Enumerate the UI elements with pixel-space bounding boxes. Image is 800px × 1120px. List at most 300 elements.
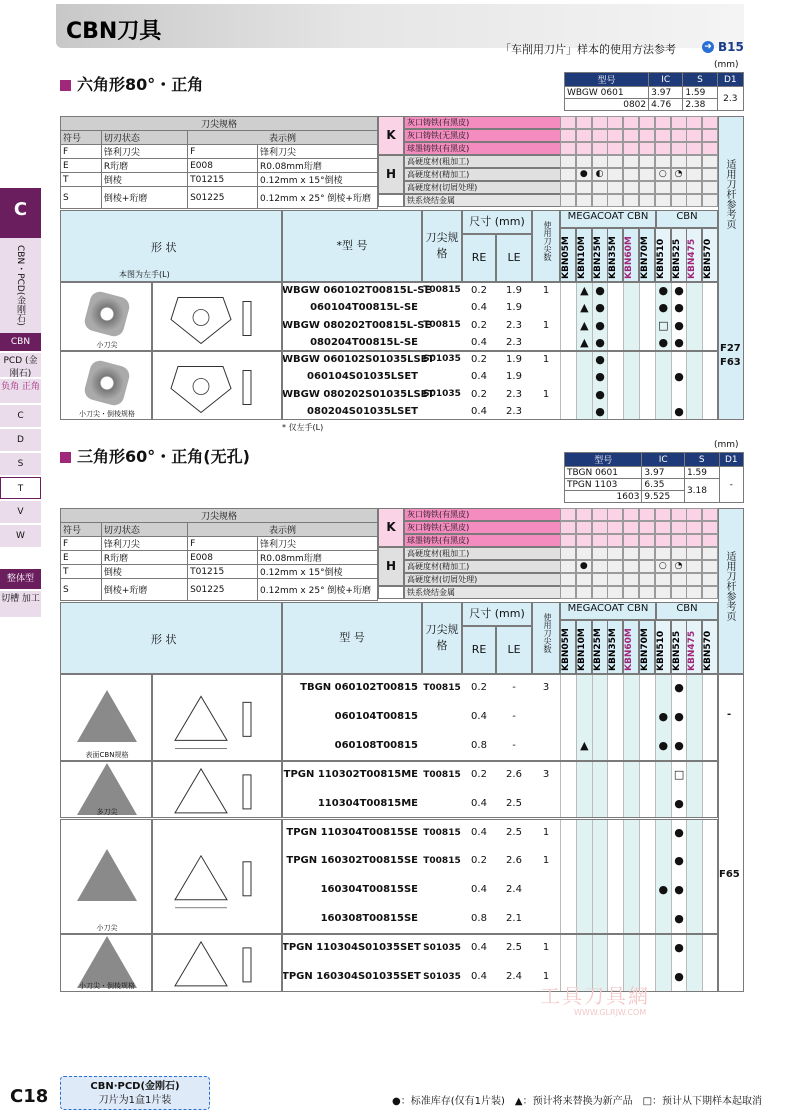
- section2-tip-header: 刀尖规格: [422, 602, 462, 674]
- material-row: [378, 547, 718, 560]
- grade-mark: [607, 282, 623, 299]
- grade-header-kbn25m: KBN25M: [592, 228, 608, 282]
- material-cell: [702, 194, 718, 207]
- grade-mark: [576, 351, 592, 368]
- insert-caption: 小刀尖: [96, 341, 118, 349]
- grade-mark: [686, 761, 702, 790]
- insert-caption: 多刀尖: [96, 808, 118, 817]
- grade-mark: [702, 703, 718, 732]
- model-cell: TPGN 110304T00815SE: [286, 826, 418, 838]
- legend: ●：标准库存(仅有1片装) ▲：预计将来替换为新产品 □：预计从下期样本起取消: [392, 1096, 763, 1107]
- section1-shape-header: 形 状 本图为左手(L): [60, 210, 282, 282]
- grade-mark: [576, 703, 592, 732]
- material-group-h: H: [378, 547, 404, 586]
- material-cell: [623, 534, 639, 547]
- grade-mark: [655, 386, 671, 403]
- material-cell: ●: [576, 168, 592, 181]
- grade-mark: [576, 368, 592, 385]
- grade-mark: [702, 934, 718, 963]
- material-label: 铁系烧结金属: [404, 194, 562, 207]
- material-cell: [592, 116, 608, 129]
- edges-cell: [532, 905, 560, 934]
- grade-mark: [607, 317, 623, 334]
- sidebar-tab-pcd[interactable]: PCD (金刚石): [0, 353, 41, 377]
- grade-header-kbn25m: KBN25M: [592, 620, 608, 674]
- grade-mark: [607, 934, 623, 963]
- material-group-other: [378, 586, 404, 599]
- material-cell: [623, 168, 639, 181]
- material-cell: [639, 534, 655, 547]
- material-group-k: K: [378, 508, 404, 547]
- model-cell: WBGW 080202T00815L-SE: [282, 319, 432, 331]
- grade-mark: [623, 732, 639, 761]
- le-cell: 1.9: [506, 354, 522, 365]
- le-cell: 2.1: [506, 913, 522, 925]
- material-cell: [576, 116, 592, 129]
- grade-mark: [702, 282, 718, 299]
- insert-drawing: [152, 351, 282, 420]
- section1-re-header: RE: [462, 234, 496, 282]
- grade-mark: ●: [655, 732, 671, 761]
- grade-mark: [560, 876, 576, 905]
- grade-mark: [655, 905, 671, 934]
- grade-mark: [639, 299, 655, 316]
- grade-mark: ●: [671, 317, 687, 334]
- footer-box: CBN·PCD(金刚石) 刀片为1盒1片装: [60, 1076, 210, 1110]
- material-cell: [623, 194, 639, 207]
- model-cell: TPGN 160302T00815SE: [286, 855, 418, 867]
- section2-tip-spec-table: 刀尖规格 符号 切刃状态 表示例 F 锋利刀尖 F 锋利刀尖 E R珩磨 E008 R0.08mm珩磨 T 倒棱 T01215 0.12mm x 15°倒棱 S 倒棱+珩磨 S01225 0.12mm x 25° 倒棱+珩磨: [60, 508, 378, 601]
- grade-mark: [655, 351, 671, 368]
- tip-cell: T00815: [423, 319, 461, 330]
- grade-mark: [686, 317, 702, 334]
- material-cell: [560, 116, 576, 129]
- grade-mark: [623, 351, 639, 368]
- watermark-url: WWW.GLRJW.COM: [574, 1008, 647, 1017]
- grade-mark: ●: [671, 368, 687, 385]
- sidebar-tab-v[interactable]: V: [0, 501, 41, 523]
- grade-mark: [639, 674, 655, 703]
- grade-mark: [686, 368, 702, 385]
- material-cell: [560, 129, 576, 142]
- grade-mark: [560, 403, 576, 420]
- re-cell: 0.4: [471, 336, 487, 348]
- grade-mark: [702, 905, 718, 934]
- grade-mark: [592, 790, 608, 819]
- material-cell: [639, 142, 655, 155]
- material-cell: [639, 129, 655, 142]
- grade-mark: [702, 761, 718, 790]
- grade-header-kbn570: KBN570: [702, 228, 718, 282]
- material-cell: [623, 560, 639, 573]
- grade-mark: [560, 299, 576, 316]
- grade-mark: [560, 282, 576, 299]
- grade-mark: [560, 386, 576, 403]
- material-cell: [592, 534, 608, 547]
- grade-mark: [576, 905, 592, 934]
- grade-mark: [607, 847, 623, 876]
- insert-caption: 小刀尖: [96, 924, 118, 933]
- material-row: [378, 560, 718, 573]
- tip-cell: S01035: [423, 354, 461, 364]
- le-cell: 1.9: [506, 302, 522, 314]
- material-cell: [607, 116, 623, 129]
- model-cell: 160308T00815SE: [320, 913, 418, 925]
- material-cell: [671, 586, 687, 599]
- grade-mark: [607, 905, 623, 934]
- section1-product-table: [60, 282, 718, 420]
- re-cell: 0.4: [471, 797, 487, 809]
- grade-mark: [686, 703, 702, 732]
- sidebar-tab-cbn[interactable]: CBN: [0, 333, 41, 351]
- re-cell: 0.4: [471, 371, 487, 383]
- grade-mark: [576, 847, 592, 876]
- grade-mark: [686, 386, 702, 403]
- model-cell: 060104T00815L-SE: [310, 302, 418, 314]
- grade-mark: [639, 334, 655, 351]
- grade-mark: [560, 819, 576, 848]
- grade-mark: □: [655, 317, 671, 334]
- insert-drawing: [152, 934, 282, 992]
- insert-dimension-drawing: [153, 283, 283, 352]
- insert-photo: [60, 674, 152, 761]
- grade-mark: [623, 368, 639, 385]
- material-cell: [576, 534, 592, 547]
- material-cell: [560, 560, 576, 573]
- material-group-k: K: [378, 116, 404, 155]
- material-cell: [623, 586, 639, 599]
- insert-caption: 表面CBN规格: [85, 750, 129, 759]
- grade-mark: [623, 876, 639, 905]
- material-cell: [560, 508, 576, 521]
- material-cell: ◔: [671, 168, 687, 181]
- re-cell: 0.4: [471, 826, 487, 838]
- material-cell: [702, 573, 718, 586]
- material-cell: [592, 521, 608, 534]
- material-label: 灰口铸铁(无黑皮): [404, 129, 562, 142]
- grade-mark: [592, 703, 608, 732]
- material-cell: [702, 129, 718, 142]
- material-cell: [686, 534, 702, 547]
- grade-mark: [576, 674, 592, 703]
- material-cell: [639, 560, 655, 573]
- model-cell: TPGN 110302T00815ME: [283, 768, 418, 780]
- material-cell: [671, 508, 687, 521]
- material-label: 高硬度材(粗加工): [404, 547, 562, 560]
- grade-mark: [560, 905, 576, 934]
- material-cell: ○: [655, 168, 671, 181]
- tip-cell: [422, 403, 462, 420]
- re-cell: 0.8: [471, 913, 487, 925]
- grade-mark: [623, 819, 639, 848]
- grade-mark: ●: [655, 334, 671, 351]
- grade-header-kbn475: KBN475: [686, 228, 702, 282]
- insert-shape-icon: [77, 690, 137, 742]
- grade-mark: [607, 761, 623, 790]
- grade-mark: [639, 282, 655, 299]
- tip-cell: T00815: [423, 285, 461, 295]
- insert-photo: [60, 351, 152, 420]
- grade-mark: [592, 674, 608, 703]
- material-cell: [576, 155, 592, 168]
- material-cell: [560, 194, 576, 207]
- material-cell: [702, 116, 718, 129]
- material-cell: [655, 116, 671, 129]
- material-cell: [607, 586, 623, 599]
- insert-photo: [60, 819, 152, 935]
- sidebar-tab-positive[interactable]: 负角 正角: [0, 379, 41, 403]
- grade-mark: [576, 876, 592, 905]
- material-row: [378, 129, 718, 142]
- grade-mark: [639, 351, 655, 368]
- grade-mark: [592, 876, 608, 905]
- tip-cell: [422, 876, 462, 905]
- material-group-h: H: [378, 155, 404, 194]
- material-label: 高硬度材(精加工): [404, 560, 562, 573]
- grade-mark: [639, 847, 655, 876]
- material-row: [378, 573, 718, 586]
- grade-mark: [623, 905, 639, 934]
- material-label: 球墨铸铁(有黑皮): [404, 534, 562, 547]
- grade-mark: [702, 847, 718, 876]
- model-cell: 060104T00815: [334, 710, 418, 722]
- sidebar-tab-grooving[interactable]: 切槽 加工: [0, 591, 41, 617]
- grade-mark: ▲: [576, 732, 592, 761]
- material-cell: [671, 573, 687, 586]
- le-cell: 2.5: [506, 942, 522, 954]
- grade-mark: [655, 761, 671, 790]
- material-label: 高硬度材(切屑处理): [404, 181, 562, 194]
- grade-mark: ●: [671, 934, 687, 963]
- material-label: 灰口铸铁(有黑皮): [404, 508, 562, 521]
- model-cell: TPGN 160304S01035SET: [282, 971, 421, 982]
- material-row: [378, 586, 718, 599]
- grade-mark: [623, 761, 639, 790]
- grade-mark: [607, 819, 623, 848]
- sidebar-tab-t[interactable]: T: [0, 477, 41, 499]
- material-cell: [686, 155, 702, 168]
- sidebar-nav: [0, 333, 41, 613]
- material-cell: [560, 521, 576, 534]
- grade-mark: [639, 819, 655, 848]
- sidebar-tab-d[interactable]: D: [0, 429, 41, 451]
- le-cell: 2.6: [506, 855, 522, 867]
- material-cell: [607, 573, 623, 586]
- material-cell: [702, 586, 718, 599]
- le-cell: 2.3: [506, 319, 522, 331]
- insert-shape-icon: [83, 289, 132, 338]
- edges-cell: 1: [542, 354, 550, 365]
- material-cell: [639, 586, 655, 599]
- model-cell: TPGN 110304S01035SET: [282, 942, 421, 954]
- arrow-right-icon: ➜: [702, 41, 714, 53]
- grade-mark: [686, 334, 702, 351]
- section2-product-table: [60, 674, 718, 992]
- re-cell: 0.4: [471, 302, 487, 314]
- grade-mark: [686, 732, 702, 761]
- material-row: [378, 168, 718, 181]
- tip-cell: T00815: [423, 769, 461, 780]
- material-cell: [576, 129, 592, 142]
- section2-ref-column: 适用刀杆参考页: [718, 508, 744, 674]
- grade-mark: [686, 876, 702, 905]
- grade-mark: [686, 282, 702, 299]
- tip-cell: S01035: [423, 388, 461, 399]
- grade-mark: [560, 790, 576, 819]
- sidebar-tab-w[interactable]: W: [0, 525, 41, 547]
- material-row: [378, 534, 718, 547]
- grade-mark: [576, 934, 592, 963]
- insert-photo: [60, 934, 152, 992]
- material-cell: [592, 586, 608, 599]
- material-cell: [607, 547, 623, 560]
- grade-mark: [576, 403, 592, 420]
- grade-mark: [576, 386, 592, 403]
- grade-mark: [639, 790, 655, 819]
- grade-mark: [702, 876, 718, 905]
- material-cell: [686, 129, 702, 142]
- grade-mark: [639, 761, 655, 790]
- grade-header-kbn475: KBN475: [686, 620, 702, 674]
- model-cell: 060104S01035LSET: [307, 371, 418, 383]
- le-cell: -: [512, 682, 516, 693]
- section1-tip-header: 刀尖规格: [422, 210, 462, 282]
- grade-mark: [702, 386, 718, 403]
- grade-mark: [702, 732, 718, 761]
- insert-photo: [60, 761, 152, 819]
- re-cell: 0.2: [471, 319, 487, 331]
- grade-mark: [607, 334, 623, 351]
- grade-mark: ●: [655, 282, 671, 299]
- grade-mark: ●: [671, 299, 687, 316]
- material-cell: [592, 194, 608, 207]
- material-cell: [576, 181, 592, 194]
- tip-cell: [422, 703, 462, 732]
- grade-mark: [702, 790, 718, 819]
- material-cell: [686, 142, 702, 155]
- grade-mark: [623, 403, 639, 420]
- grade-mark: □: [671, 761, 687, 790]
- grade-mark: ●: [671, 282, 687, 299]
- grade-mark: [686, 819, 702, 848]
- re-cell: 0.2: [471, 855, 487, 867]
- grade-mark: ●: [671, 963, 687, 992]
- insert-photo: [60, 282, 152, 351]
- model-cell: 080204T00815L-SE: [310, 336, 418, 348]
- grade-mark: ●: [592, 299, 608, 316]
- grade-mark: [592, 847, 608, 876]
- material-cell: [607, 142, 623, 155]
- material-row: [378, 194, 718, 207]
- section1-cbn-group: CBN: [656, 210, 718, 228]
- grade-mark: [702, 368, 718, 385]
- re-cell: 0.2: [471, 388, 487, 400]
- grade-mark: [686, 299, 702, 316]
- tip-cell: S01035: [423, 972, 461, 982]
- section1-model-header: *型 号: [282, 210, 422, 282]
- sidebar-tab-solid[interactable]: 整体型: [0, 569, 41, 589]
- grade-mark: [623, 847, 639, 876]
- grade-mark: ●: [655, 299, 671, 316]
- tip-cell: [422, 790, 462, 819]
- section2-edges-header: 使用刀尖数: [532, 602, 560, 674]
- grade-header-kbn10m: KBN10M: [576, 620, 592, 674]
- le-cell: 2.3: [506, 336, 522, 348]
- material-cell: [702, 547, 718, 560]
- model-cell: 110304T00815ME: [317, 797, 418, 809]
- le-cell: 2.5: [506, 826, 522, 838]
- section2-megacoat-group: MEGACOAT CBN: [560, 602, 656, 620]
- grade-mark: [639, 732, 655, 761]
- tip-cell: [422, 732, 462, 761]
- le-cell: 2.4: [506, 884, 522, 896]
- sidebar-tab-c[interactable]: C: [0, 405, 41, 427]
- grade-mark: ●: [592, 351, 608, 368]
- sidebar-letter: C: [0, 188, 41, 238]
- material-cell: [702, 560, 718, 573]
- re-cell: 0.2: [471, 768, 487, 780]
- material-cell: [623, 181, 639, 194]
- material-cell: [576, 586, 592, 599]
- insert-caption: 小刀尖・倒棱规格: [79, 410, 135, 418]
- material-row: [378, 508, 718, 521]
- insert-shape-icon: [83, 358, 132, 407]
- grade-mark: [655, 368, 671, 385]
- grade-mark: [560, 368, 576, 385]
- material-cell: [639, 181, 655, 194]
- material-cell: [671, 142, 687, 155]
- grade-mark: ●: [671, 905, 687, 934]
- grade-mark: ●: [592, 334, 608, 351]
- insert-drawing: [152, 282, 282, 351]
- material-cell: [592, 129, 608, 142]
- grade-header-kbn525: KBN525: [671, 228, 687, 282]
- edges-cell: 1: [542, 855, 550, 867]
- grade-mark: [686, 905, 702, 934]
- sidebar-tab-s[interactable]: S: [0, 453, 41, 475]
- material-cell: [560, 534, 576, 547]
- material-cell: [639, 155, 655, 168]
- material-cell: [560, 586, 576, 599]
- section2-unit: (mm): [714, 440, 739, 450]
- section2-le-header: LE: [496, 626, 532, 674]
- edges-cell: 1: [542, 285, 550, 296]
- section2-re-header: RE: [462, 626, 496, 674]
- grade-mark: [639, 876, 655, 905]
- grade-mark: [702, 351, 718, 368]
- material-cell: [702, 142, 718, 155]
- material-cell: [607, 155, 623, 168]
- material-cell: [702, 181, 718, 194]
- grade-mark: ●: [671, 876, 687, 905]
- section2-size-header: 尺寸 (mm): [462, 602, 532, 626]
- grade-mark: [671, 386, 687, 403]
- section1-tip-spec-table: 刀尖规格 符号 切刃状态 表示例 F 锋利刀尖 F 锋利刀尖 E R珩磨 E008 R0.08mm珩磨 T 倒棱 T01215 0.12mm x 15°倒棱 S 倒棱+珩磨 S01225 0.12mm x 25° 倒棱+珩磨: [60, 116, 378, 209]
- material-cell: [607, 521, 623, 534]
- material-cell: [607, 534, 623, 547]
- material-cell: [576, 521, 592, 534]
- reference-page-link[interactable]: B15: [718, 40, 744, 54]
- material-label: 灰口铸铁(有黑皮): [404, 116, 562, 129]
- material-cell: [623, 521, 639, 534]
- grade-mark: ●: [655, 876, 671, 905]
- grade-mark: ●: [671, 847, 687, 876]
- material-cell: [671, 547, 687, 560]
- tip-cell: T00815: [423, 856, 461, 867]
- le-cell: 1.9: [506, 285, 522, 296]
- model-cell: WBGW 080202S01035LSET: [282, 388, 435, 400]
- grade-mark: [639, 934, 655, 963]
